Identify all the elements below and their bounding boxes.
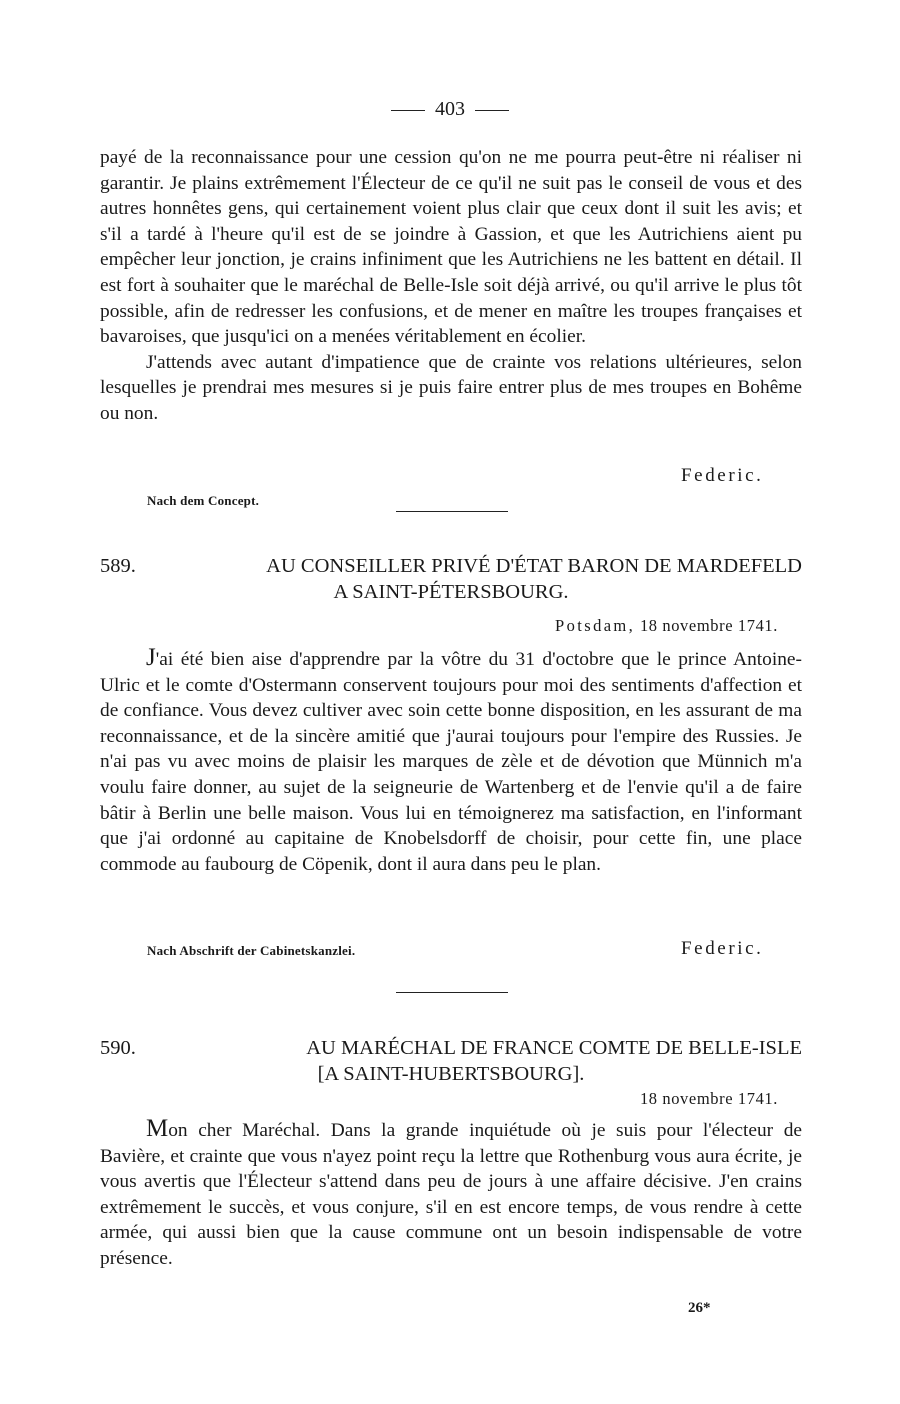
letter-590-body-text: on cher Maréchal. Dans la grande inquiétude où je suis pour l'électeur de Bavière, et crainte que vous n'ayez point reçu la lettre que Rothenburg vous aura écrite, je vous avertis que l'Électeur s'attend dans peu de jours à une affaire décisive. J'en crains extrêmement le succès, et vous conjure, s'il en est encore temps, de vous rendre à cette armée, qui aussi bien que la cause commune ont un besoin indispensable de votre présence. — [100, 1120, 802, 1269]
page-number-text: 403 — [435, 98, 465, 120]
letter-590-heading — [100, 1035, 802, 1087]
letter-589-number: 589. — [100, 555, 136, 577]
letter-589-dropcap: J — [146, 644, 156, 671]
letter-589-text — [100, 645, 802, 877]
letter-588-paragraph-1: payé de la reconnaissance pour une cession qu'on ne me pourra peut-être ni réaliser ni garantir. Je plains extrêmement l'Électeur de ce qu'il ne suit pas le conseil de vous et des autres honnêtes gens, qui certainement voient plus clair que ceux dont il suit les avis; et s'il a tardé à l'heure qu'il est de se joindre à Gassion, et que les Autrichiens aient pu empêcher leur jonction, je crains infiniment que les Autrichiens ne les battent en détail. Il est fort à souhaiter que le maréchal de Belle-Isle soit déjà arrivé, ou qu'il arrive le plus tôt possible, afin de redresser les confusions, et de mener en maître les troupes françaises et bavaroises, que jusqu'ici on a menées véritablement en écolier. — [100, 147, 802, 348]
section-divider — [396, 511, 508, 512]
letter-588-signature: Federic. — [681, 465, 764, 486]
letter-588-source: Nach dem Concept. — [147, 493, 260, 508]
letter-590-heading-line1: AU MARÉCHAL DE FRANCE COMTE DE BELLE-ISLE — [306, 1037, 802, 1059]
signature-mark: 26* — [688, 1300, 711, 1316]
letter-590-number: 590. — [100, 1037, 136, 1059]
letter-589-heading-line1: AU CONSEILLER PRIVÉ D'ÉTAT BARON DE MARDEFELD — [266, 555, 802, 577]
letter-588-paragraph-2: J'attends avec autant d'impatience que de crainte vos relations ultérieures, selon lesquelles je prendrai mes mesures si je puis faire entrer plus de mes troupes en Bohême ou non. — [100, 351, 802, 424]
letter-589-body — [100, 645, 802, 877]
letter-589-dateline — [555, 616, 778, 636]
page-number — [0, 98, 900, 121]
letter-588-text — [100, 145, 802, 427]
letter-589-date: 18 novembre 1741. — [639, 616, 778, 635]
letter-590-text — [100, 1116, 802, 1272]
page-number-dash-right — [475, 110, 509, 111]
letter-589-body-text: 'ai été bien aise d'apprendre par la vôtre du 31 d'octobre que le prince Antoine-Ulric et le comte d'Ostermann conservent toujours pour moi des sentiments d'affection et de confiance. Vous devez cultiver avec soin cette bonne disposition, en les assurant de ma reconnaissance, et de la sincère amitié que j'aurai toujours pour l'empire des Russies. Je n'ai pas vu avec moins de plaisir les marques de zèle et de dévotion que Münnich m'a voulu faire donner, au sujet de la seigneurie de Wartenberg et de l'envie qu'il a de faire bâtir à Berlin une belle maison. Vous lui en témoignerez ma satisfaction, en l'informant que j'ai ordonné au capitaine de Knobelsdorff de choisir, pour cette fin, une place commode au faubourg de Cöpenik, dont il aura dans peu le plan. — [100, 649, 802, 875]
letter-590-dropcap: M — [146, 1115, 169, 1142]
letter-590-dateline — [640, 1089, 778, 1109]
letter-589-signature: Federic. — [681, 938, 764, 959]
page-number-dash-left — [391, 110, 425, 111]
letter-589-heading — [100, 553, 802, 605]
letter-589-source: Nach Abschrift der Cabinetskanzlei. — [147, 943, 356, 958]
section-divider-2 — [396, 992, 508, 993]
letter-590-date: 18 novembre 1741. — [639, 1089, 778, 1108]
letter-590-body — [100, 1116, 802, 1272]
letter-590-heading-line2: [A SAINT-HUBERTSBOURG]. — [317, 1063, 585, 1085]
letter-589-place: Potsdam, — [555, 616, 636, 635]
letter-589-heading-line2: A SAINT-PÉTERSBOURG. — [333, 581, 569, 603]
